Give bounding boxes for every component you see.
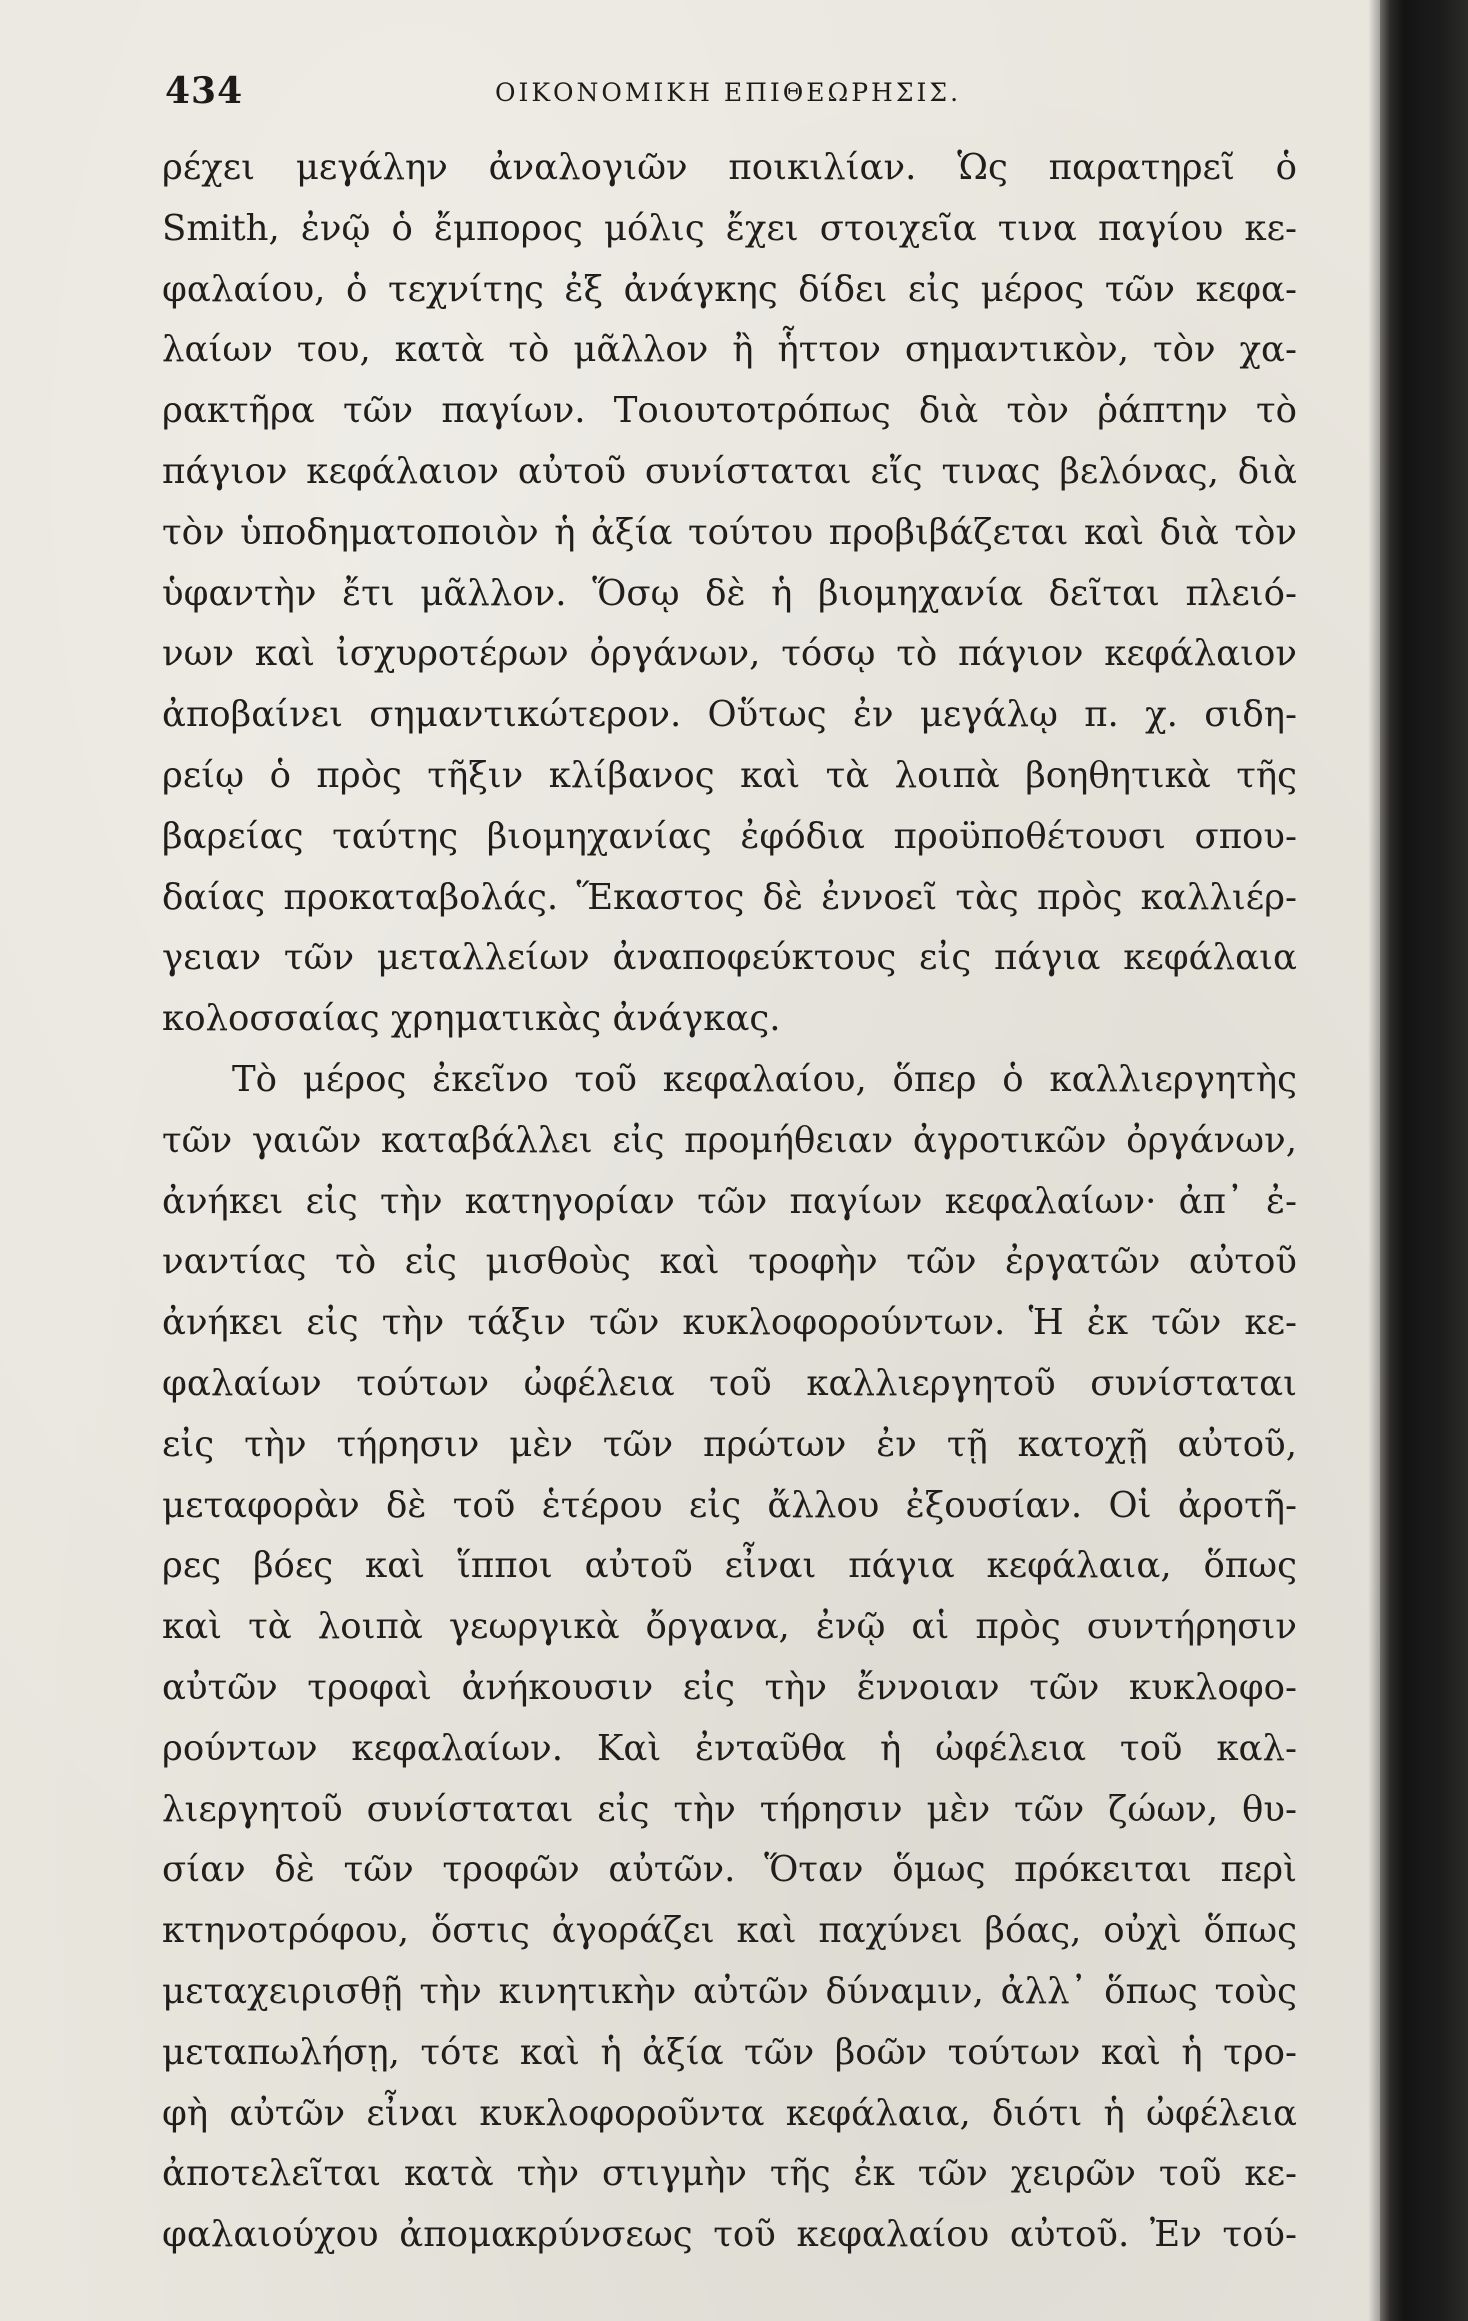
text-line: μεταφορὰν δὲ τοῦ ἑτέρου εἰς ἄλλου ἐξουσίαν. Οἱ ἀροτῆ- — [162, 1484, 1297, 1526]
text-line: κτηνοτρόφου, ὅστις ἀγοράζει καὶ παχύνει βόας, οὐχὶ ὅπως — [162, 1910, 1297, 1952]
text-line: μεταχειρισθῇ τὴν κινητικὴν αὐτῶν δύναμιν, ἀλλ᾽ ὅπως τοὺς — [162, 1970, 1297, 2012]
text-line-paragraph-start: Τὸ μέρος ἐκεῖνο τοῦ κεφαλαίου, ὅπερ ὁ καλλιεργητὴς — [232, 1058, 1297, 1100]
page-header — [165, 70, 1295, 120]
text-line: ρείῳ ὁ πρὸς τῆξιν κλίβανος καὶ τὰ λοιπὰ βοηθητικὰ τῆς — [162, 754, 1297, 796]
text-line: βαρείας ταύτης βιομηχανίας ἐφόδια προϋποθέτουσι σπου- — [162, 815, 1297, 857]
text-line: νων καὶ ἰσχυροτέρων ὀργάνων, τόσῳ τὸ πάγιον κεφάλαιον — [162, 633, 1297, 675]
text-line: τὸν ὑποδηματοποιὸν ἡ ἀξία τούτου προβιβάζεται καὶ διὰ τὸν — [162, 511, 1297, 553]
text-line: ἀποτελεῖται κατὰ τὴν στιγμὴν τῆς ἐκ τῶν χειρῶν τοῦ κε- — [162, 2153, 1297, 2195]
text-line: ὑφαντὴν ἔτι μᾶλλον. Ὅσῳ δὲ ἡ βιομηχανία δεῖται πλειό- — [162, 572, 1297, 614]
text-line: Smith, ἐνῷ ὁ ἔμπορος μόλις ἔχει στοιχεῖα τινα παγίου κε- — [162, 207, 1297, 249]
text-line: φαλαίου, ὁ τεχνίτης ἐξ ἀνάγκης δίδει εἰς μέρος τῶν κεφα- — [162, 268, 1297, 310]
text-line: λαίων του, κατὰ τὸ μᾶλλον ἢ ἧττον σημαντικὸν, τὸν χα- — [162, 329, 1297, 371]
text-line: ἀνήκει εἰς τὴν τάξιν τῶν κυκλοφορούντων. Ἡ ἐκ τῶν κε- — [162, 1302, 1297, 1344]
body-text — [162, 138, 1297, 2266]
text-line: αὐτῶν τροφαὶ ἀνήκουσιν εἰς τὴν ἔννοιαν τῶν κυκλοφο- — [162, 1666, 1297, 1708]
text-line: ναντίας τὸ εἰς μισθοὺς καὶ τροφὴν τῶν ἐργατῶν αὐτοῦ — [162, 1241, 1297, 1283]
text-line: μεταπωλήσῃ, τότε καὶ ἡ ἀξία τῶν βοῶν τούτων καὶ ἡ τρο- — [162, 2031, 1297, 2073]
text-line: σίαν δὲ τῶν τροφῶν αὐτῶν. Ὅταν ὅμως πρόκειται περὶ — [162, 1849, 1297, 1891]
text-line: γειαν τῶν μεταλλείων ἀναποφεύκτους εἰς πάγια κεφάλαια — [162, 937, 1297, 979]
text-line-paragraph-end: κολοσσαίας χρηματικὰς ἀνάγκας. — [162, 998, 781, 1040]
text-line: τῶν γαιῶν καταβάλλει εἰς προμήθειαν ἀγροτικῶν ὀργάνων, — [162, 1119, 1297, 1161]
text-line: φαλαίων τούτων ὠφέλεια τοῦ καλλιεργητοῦ συνίσταται — [162, 1362, 1297, 1404]
book-gutter — [1380, 0, 1468, 2321]
text-line: ἀποβαίνει σημαντικώτερον. Οὕτως ἐν μεγάλῳ π. χ. σιδη- — [162, 694, 1297, 736]
text-line: φὴ αὐτῶν εἶναι κυκλοφοροῦντα κεφάλαια, διότι ἡ ὠφέλεια — [162, 2092, 1297, 2134]
text-line: φαλαιούχου ἀπομακρύνσεως τοῦ κεφαλαίου αὐτοῦ. Ἐν τού- — [162, 2214, 1297, 2256]
text-line: πάγιον κεφάλαιον αὐτοῦ συνίσταται εἴς τινας βελόνας, διὰ — [162, 450, 1297, 492]
text-line: ἀνήκει εἰς τὴν κατηγορίαν τῶν παγίων κεφαλαίων· ἀπ᾽ ἐ- — [162, 1180, 1297, 1222]
text-line: ρες βόες καὶ ἵπποι αὐτοῦ εἶναι πάγια κεφάλαια, ὅπως — [162, 1545, 1297, 1587]
text-line: ρακτῆρα τῶν παγίων. Τοιουτοτρόπως διὰ τὸν ῥάπτην τὸ — [162, 390, 1297, 432]
text-line: ρούντων κεφαλαίων. Καὶ ἐνταῦθα ἡ ὠφέλεια τοῦ καλ- — [162, 1727, 1297, 1769]
page-number: 434 — [165, 70, 244, 112]
text-line: δαίας προκαταβολάς. Ἕκαστος δὲ ἐννοεῖ τὰς πρὸς καλλιέρ- — [162, 876, 1297, 918]
text-line: λιεργητοῦ συνίσταται εἰς τὴν τήρησιν μὲν τῶν ζώων, θυ- — [162, 1788, 1297, 1830]
running-title: ΟΙΚΟΝΟΜΙΚΗ ΕΠΙΘΕΩΡΗΣΙΣ. — [495, 78, 962, 107]
text-line: καὶ τὰ λοιπὰ γεωργικὰ ὄργανα, ἐνῷ αἱ πρὸς συντήρησιν — [162, 1606, 1297, 1648]
text-line: εἰς τὴν τήρησιν μὲν τῶν πρώτων ἐν τῇ κατοχῇ αὐτοῦ, — [162, 1423, 1297, 1465]
text-line: ρέχει μεγάλην ἀναλογιῶν ποικιλίαν. Ὡς παρατηρεῖ ὁ — [162, 147, 1297, 188]
